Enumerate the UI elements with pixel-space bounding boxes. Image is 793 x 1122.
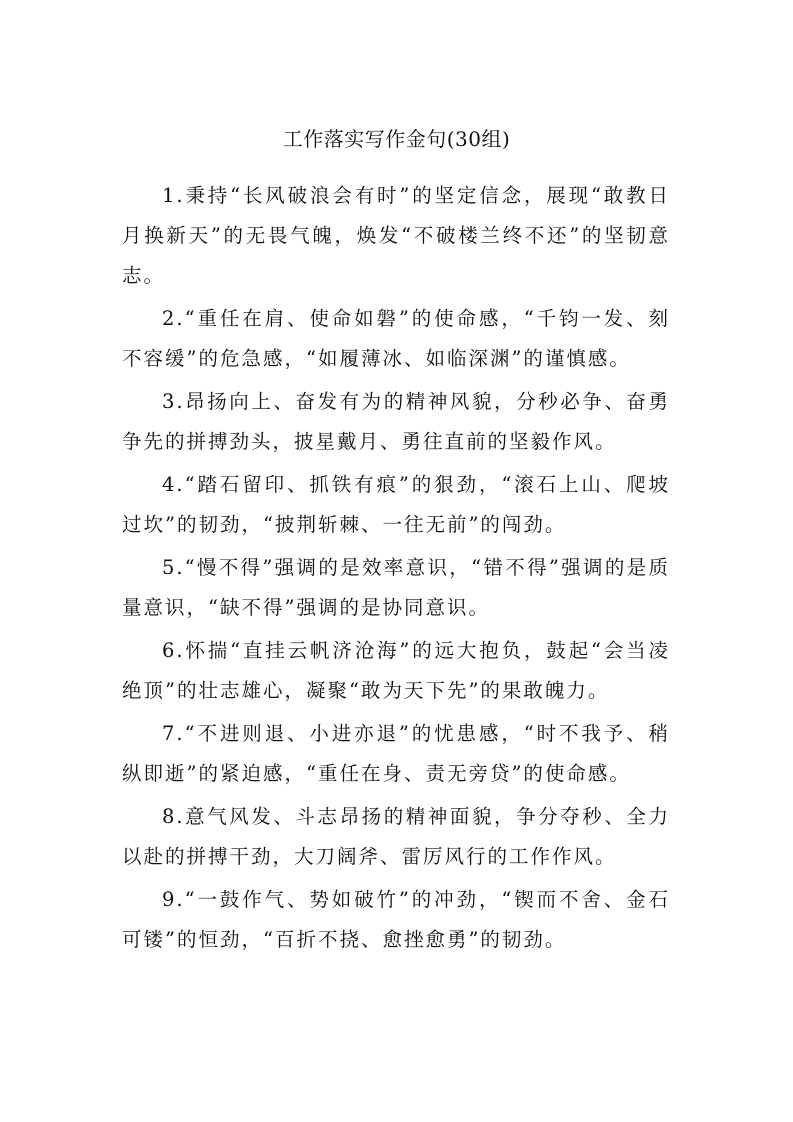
paragraph-1: 1.秉持“长风破浪会有时”的坚定信念，展现“敢教日月换新天”的无畏气魄，焕发“不破楼兰终不还”的坚韧意志。 (122, 184, 670, 287)
paragraph-6: 6.怀揣“直挂云帆济沧海”的远大抱负，鼓起“会当凌绝顶”的壮志雄心，凝聚“敢为天下先”的果敢魄力。 (122, 639, 670, 702)
paragraph-2: 2.“重任在肩、使命如磐”的使命感，“千钧一发、刻不容缓”的危急感，“如履薄冰、如临深渊”的谨慎感。 (122, 307, 670, 370)
paragraph-3: 3.昂扬向上、奋发有为的精神风貌，分秒必争、奋勇争先的拼搏劲头，披星戴月、勇往直前的坚毅作风。 (122, 390, 670, 453)
document-title: 工作落实写作金句(30组) (282, 127, 511, 151)
paragraph-5: 5.“慢不得”强调的是效率意识，“错不得”强调的是质量意识，“缺不得”强调的是协同意识。 (122, 556, 670, 619)
paragraph-9: 9.“一鼓作气、势如破竹”的冲劲，“锲而不舍、金石可镂”的恒劲，“百折不挠、愈挫愈勇”的韧劲。 (122, 888, 670, 951)
paragraph-7: 7.“不进则退、小进亦退”的忧患感，“时不我予、稍纵即逝”的紧迫感，“重任在身、责无旁贷”的使命感。 (122, 722, 670, 785)
paragraph-8: 8.意气风发、斗志昂扬的精神面貌，争分夺秒、全力以赴的拼搏干劲，大刀阔斧、雷厉风行的工作作风。 (122, 805, 670, 868)
paragraph-4: 4.“踏石留印、抓铁有痕”的狠劲，“滚石上山、爬坡过坎”的韧劲，“披荆斩棘、一往无前”的闯劲。 (122, 473, 670, 536)
document-body (122, 176, 670, 960)
